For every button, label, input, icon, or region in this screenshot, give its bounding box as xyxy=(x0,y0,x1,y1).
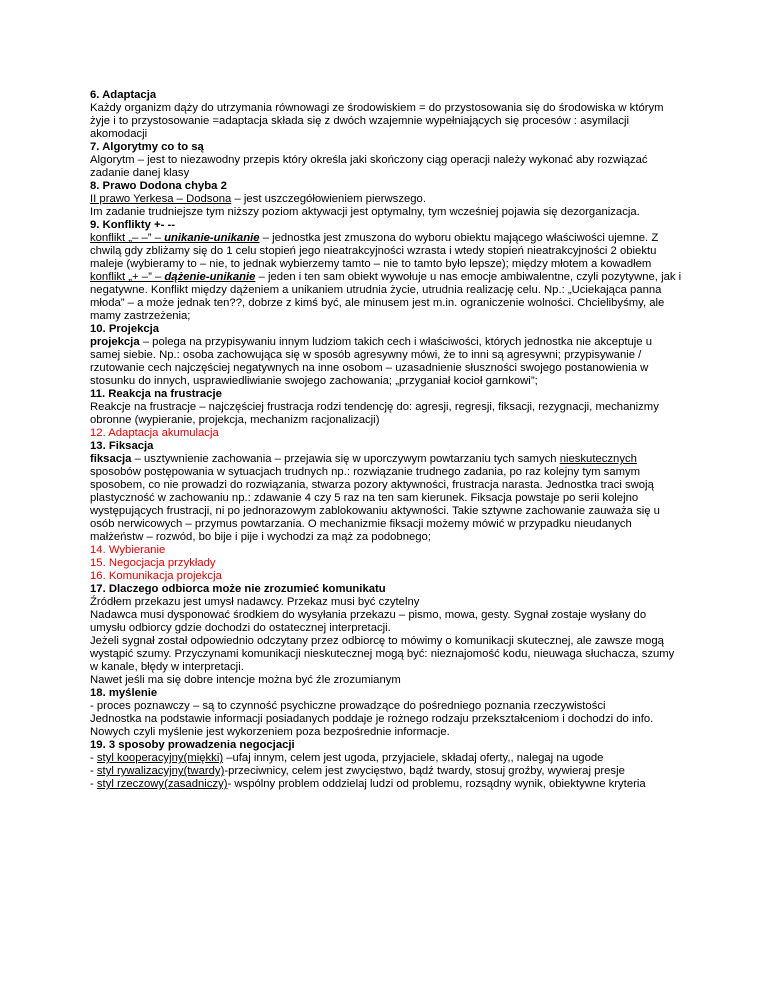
line-prefix: - xyxy=(90,778,97,790)
document-line xyxy=(90,219,690,232)
line-text: młoda” – a może jednak ten??, dobrze z kimś być, ale minusem jest m.in. ograniczenie wolności. Chcielibyśmy, ale xyxy=(90,297,665,309)
document-line xyxy=(90,167,690,180)
line-text: Jednostka na podstawie informacji posiadanych poddaje je rożnego rodzaju przekształceniom i dochodzi do info. xyxy=(90,713,654,725)
line-text: zadanie danej klasy xyxy=(90,167,190,179)
line-text: mamy zastrzeżenia; xyxy=(90,310,191,322)
document-line xyxy=(90,128,690,141)
line-text: 9. Konflikty +- -- xyxy=(90,219,176,231)
document-line xyxy=(90,310,690,323)
document-line xyxy=(90,102,690,115)
line-text: Algorytm – jest to niezawodny przepis który określa jaki skończony ciąg operacji należy wykonać aby rozwiązać xyxy=(90,154,648,166)
document-line xyxy=(90,700,690,713)
line-text: wystąpić szumy. Przyczynami komunikacji nieskutecznej mogą być: nieznajomość kodu, nieuwaga słuchacza, szumy xyxy=(90,648,675,660)
line-emphasis: unikanie-unikanie xyxy=(164,232,260,244)
line-text: Nawet jeśli ma się dobre intencje można być źle zrozumianym xyxy=(90,674,401,686)
line-text: 17. Dlaczego odbiorca może nie zrozumieć komunikatu xyxy=(90,583,386,595)
line-text: sposobów postępowania w sytuacjach trudnych np.: rozwiązanie trudnego zadania, po raz kolejny tym samym xyxy=(90,466,641,478)
document-line xyxy=(90,635,690,648)
document-line xyxy=(90,622,690,635)
line-text: 14. Wybieranie xyxy=(90,544,166,556)
line-text-rest: – usztywnienie zachowania – przejawia się w uporczywym powtarzaniu tych samych xyxy=(131,453,560,465)
document-line xyxy=(90,427,690,440)
document-line xyxy=(90,583,690,596)
document-line xyxy=(90,349,690,362)
line-text: II prawo Yerkesa – Dodsona xyxy=(90,193,232,205)
line-text: żyje i to przystosowanie =adaptacja składa się z dwóch wzajemnie wypełniających się procesów : asymilacji xyxy=(90,115,630,127)
document-line xyxy=(90,453,690,466)
line-text: występujących frustracji, ni po jednorazowym zablokowaniu aktywności. Takie sztywne zachowanie zauważa się u xyxy=(90,505,660,517)
line-text-rest: – jest uszczegółowieniem pierwszego. xyxy=(231,193,426,205)
document-line xyxy=(90,115,690,128)
document-line xyxy=(90,648,690,661)
document-line xyxy=(90,193,690,206)
document-line xyxy=(90,713,690,726)
document-line xyxy=(90,258,690,271)
line-text: małżeństw – rozwód, bo bije i pije i wychodzi za mąż za podobnego; xyxy=(90,531,431,543)
line-prefix: - xyxy=(90,765,97,777)
line-text: 12. Adaptacja akumulacja xyxy=(90,427,219,439)
line-text: rzutowanie cech najczęściej negatywnych na inne osobom – uzasadnienie słuszności swojego postanowienia w xyxy=(90,362,649,374)
line-text: akomodacji xyxy=(90,128,148,140)
document-line xyxy=(90,401,690,414)
document-page xyxy=(90,89,690,791)
line-text: 13. Fiksacja xyxy=(90,440,154,452)
line-text: 8. Prawo Dodona chyba 2 xyxy=(90,180,227,192)
line-text: sposobem, co nie prowadzi do rozwiązania, stwarza pozory aktywności, frustracja narasta. Jednostka traci swoją xyxy=(90,479,654,491)
document-line xyxy=(90,466,690,479)
document-line xyxy=(90,245,690,258)
document-line xyxy=(90,336,690,349)
document-line xyxy=(90,89,690,102)
line-emphasis: dążenie-unikanie xyxy=(164,271,256,283)
line-text: 7. Algorytmy co to są xyxy=(90,141,204,153)
line-text: stosunku do innych, usprawiedliwianie swojego zachowania; „przyganiał kocioł garnkowi”; xyxy=(90,375,538,387)
line-text: Nadawca musi dysponować środkiem do wysyłania przekazu – pismo, mowa, gesty. Sygnał zostaje wysłany do xyxy=(90,609,647,621)
document-line xyxy=(90,661,690,674)
document-line xyxy=(90,479,690,492)
document-line xyxy=(90,375,690,388)
line-text: negatywne. Konflikt między dążeniem a unikaniem utrudnia życie, utrudnia realizację celu. Np.: „Uciekająca panna xyxy=(90,284,662,296)
line-underlined: nieskutecznych xyxy=(559,453,637,465)
document-line xyxy=(90,414,690,427)
document-line xyxy=(90,596,690,609)
line-text: umysłu odbiorcy gdzie dochodzi do ostatecznej interpretacji. xyxy=(90,622,391,634)
document-line xyxy=(90,492,690,505)
line-text: - proces poznawczy – są to czynność psychiczne prowadzące do pośredniego poznania rzeczywistości xyxy=(90,700,606,712)
line-text: styl rywalizacyjny(twardy) xyxy=(96,765,225,777)
document-line xyxy=(90,570,690,583)
line-text: 10. Projekcja xyxy=(90,323,160,335)
line-text: samej siebie. Np.: osoba zachowująca się w sposób agresywny mówi, że to inni są agresywni; przypisywanie / xyxy=(90,349,642,361)
line-text-rest: – jednostka jest zmuszona do wyboru obiektu mającego właściwości ujemne. Z xyxy=(259,232,659,244)
line-text: konflikt „– –” – xyxy=(90,232,165,244)
line-text: projekcja xyxy=(90,336,140,348)
line-text-rest: - wspólny problem oddzielaj ludzi od problemu, rozsądny wynik, obiektywne kryteria xyxy=(227,778,646,790)
line-text: konflikt „+ –” – xyxy=(90,271,165,283)
line-prefix: - xyxy=(90,752,97,764)
document-line xyxy=(90,232,690,245)
line-text: Jeżeli sygnał został odpowiednio odczytany przez odbiorcę to mówimy o komunikacji skutecznej, ale zawsze mogą xyxy=(90,635,664,647)
line-text: Im zadanie trudniejsze tym niższy poziom aktywacji jest optymalny, tym wcześniej pojawia się dezorganizacja. xyxy=(90,206,640,218)
line-text: 16. Komunikacja projekcja xyxy=(90,570,222,582)
line-text: Źródłem przekazu jest umysł nadawcy. Przekaz musi być czytelny xyxy=(90,596,420,608)
line-text-rest: –ufaj innym, celem jest ugoda, przyjaciele, składaj oferty,, nalegaj na ugode xyxy=(223,752,604,764)
line-text: 15. Negocjacja przykłady xyxy=(90,557,216,569)
document-line xyxy=(90,739,690,752)
document-line xyxy=(90,323,690,336)
line-text: osób nerwicowych – przymus powtarzania. O mechanizmie fiksacji możemy mówić w przypadku nieudanych xyxy=(90,518,632,530)
document-line xyxy=(90,557,690,570)
document-line xyxy=(90,271,690,284)
line-text: 18. myślenie xyxy=(90,687,158,699)
line-text: w kanale, błędy w interpretacji. xyxy=(90,661,244,673)
line-text: plastyczność w zachowaniu np.: zdawanie 4 czy 5 raz na ten sam kierunek. Fiksacja powstaje po serii kolejno xyxy=(90,492,639,504)
document-line xyxy=(90,180,690,193)
document-line xyxy=(90,284,690,297)
line-text: maleje (wybieramy to – nie, to jednak wybierzemy tamto – nie to tamto było lepsze); między młotem a kowadłem xyxy=(90,258,652,270)
line-text: Nowych czyli myślenie jest wykorzeniem poza bezpośrednie informacje. xyxy=(90,726,450,738)
document-line xyxy=(90,297,690,310)
line-text: 11. Reakcja na frustracje xyxy=(90,388,222,400)
document-line xyxy=(90,687,690,700)
document-line xyxy=(90,440,690,453)
line-text: chwilą gdy zbliżamy się do 1 celu stopień jego nieatrakcyjności wzrasta i wtedy stopień nieatrakcyjności 2 obiektu xyxy=(90,245,657,257)
document-line xyxy=(90,609,690,622)
line-text: 19. 3 sposoby prowadzenia negocjacji xyxy=(90,739,295,751)
line-text: Każdy organizm dąży do utrzymania równowagi ze środowiskiem = do przystosowania się do środowiska w którym xyxy=(90,102,664,114)
line-text-rest: – polega na przypisywaniu innym ludziom takich cech i właściwości, których jednostka nie akceptuje u xyxy=(139,336,652,348)
document-line xyxy=(90,362,690,375)
line-text: styl rzeczowy(zasadniczy) xyxy=(96,778,228,790)
line-text: styl kooperacyjny(miękki) xyxy=(96,752,224,764)
document-line xyxy=(90,544,690,557)
document-line xyxy=(90,505,690,518)
line-text-rest: – jeden i ten sam obiekt wywołuje u nas emocje ambiwalentne, czyli pozytywne, jak i xyxy=(255,271,682,283)
document-line xyxy=(90,778,690,791)
document-line xyxy=(90,518,690,531)
line-text: fiksacja xyxy=(90,453,132,465)
line-text: 6. Adaptacja xyxy=(90,89,157,101)
document-line xyxy=(90,752,690,765)
document-line xyxy=(90,531,690,544)
line-text-rest: -przeciwnicy, celem jest zwycięstwo, bądź twardy, stosuj groźby, wywieraj presje xyxy=(224,765,625,777)
line-text: Reakcje na frustracje – najczęściej frustracja rodzi tendencję do: agresji, regresji, fiksacji, rezygnacji, mechanizmy xyxy=(90,401,659,413)
document-line xyxy=(90,726,690,739)
document-line xyxy=(90,154,690,167)
document-line xyxy=(90,765,690,778)
document-line xyxy=(90,141,690,154)
document-line xyxy=(90,674,690,687)
line-text: obronne (wypieranie, projekcja, mechanizm racjonalizacji) xyxy=(90,414,380,426)
document-line xyxy=(90,388,690,401)
document-line xyxy=(90,206,690,219)
